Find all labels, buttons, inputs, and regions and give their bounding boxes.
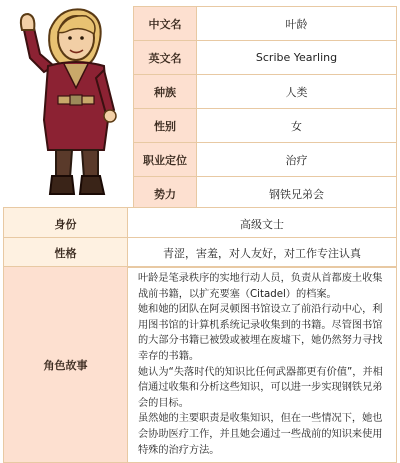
row-en-name xyxy=(134,41,397,75)
traits-value: 青涩，害羞，对人友好，对工作专注认真 xyxy=(128,238,397,268)
faction-label: 势力 xyxy=(134,177,197,211)
story-paragraph-1: 叶龄是笔录秩序的实地行动人员，负责从首都废土收集战前书籍，以扩充要塞（Citadel）的档案。 xyxy=(138,273,383,300)
row-race xyxy=(134,75,397,109)
race-value: 人类 xyxy=(197,75,397,109)
cn-name-value: 叶龄 xyxy=(197,7,397,41)
story-paragraph-3: 她认为“失落时代的知识比任何武器都更有价值”，并相信通过收集和分析这些知识，可以进一步实现钢铁兄弟会的目标。 xyxy=(138,366,383,409)
row-role xyxy=(134,143,397,177)
gender-value: 女 xyxy=(197,109,397,143)
role-value: 治疗 xyxy=(197,143,397,177)
row-gender xyxy=(134,109,397,143)
en-name-label: 英文名 xyxy=(134,41,197,75)
row-cn-name xyxy=(134,7,397,41)
story-paragraph-2: 她和她的团队在阿灵顿图书馆设立了前沿行动中心，利用图书馆的计算机系统记录收集到的书籍。尽管图书馆的大部分书籍已被毁或被埋在废墟下，她仍然努力寻找幸存的书籍。 xyxy=(138,304,383,362)
traits-label: 性格 xyxy=(4,238,128,268)
en-name-value: Scribe Yearling xyxy=(197,41,397,75)
status-label: 身份 xyxy=(4,208,128,240)
cn-name-label: 中文名 xyxy=(134,7,197,41)
story-label: 角色故事 xyxy=(4,267,128,463)
story-text xyxy=(128,267,397,463)
gender-label: 性别 xyxy=(134,109,197,143)
story-paragraph-4: 虽然她的主要职责是收集知识，但在一些情况下，她也会协助医疗工作，并且她会通过一些战前的知识来使用特殊的治疗方法。 xyxy=(138,413,383,456)
faction-value: 钢铁兄弟会 xyxy=(197,177,397,211)
status-table xyxy=(3,207,397,240)
character-portrait xyxy=(0,0,133,203)
status-value: 高级文士 xyxy=(128,208,397,240)
story-table xyxy=(3,266,397,463)
race-label: 种族 xyxy=(134,75,197,109)
info-table xyxy=(133,6,397,211)
role-label: 职业定位 xyxy=(134,143,197,177)
traits-table xyxy=(3,237,397,268)
row-faction xyxy=(134,177,397,211)
